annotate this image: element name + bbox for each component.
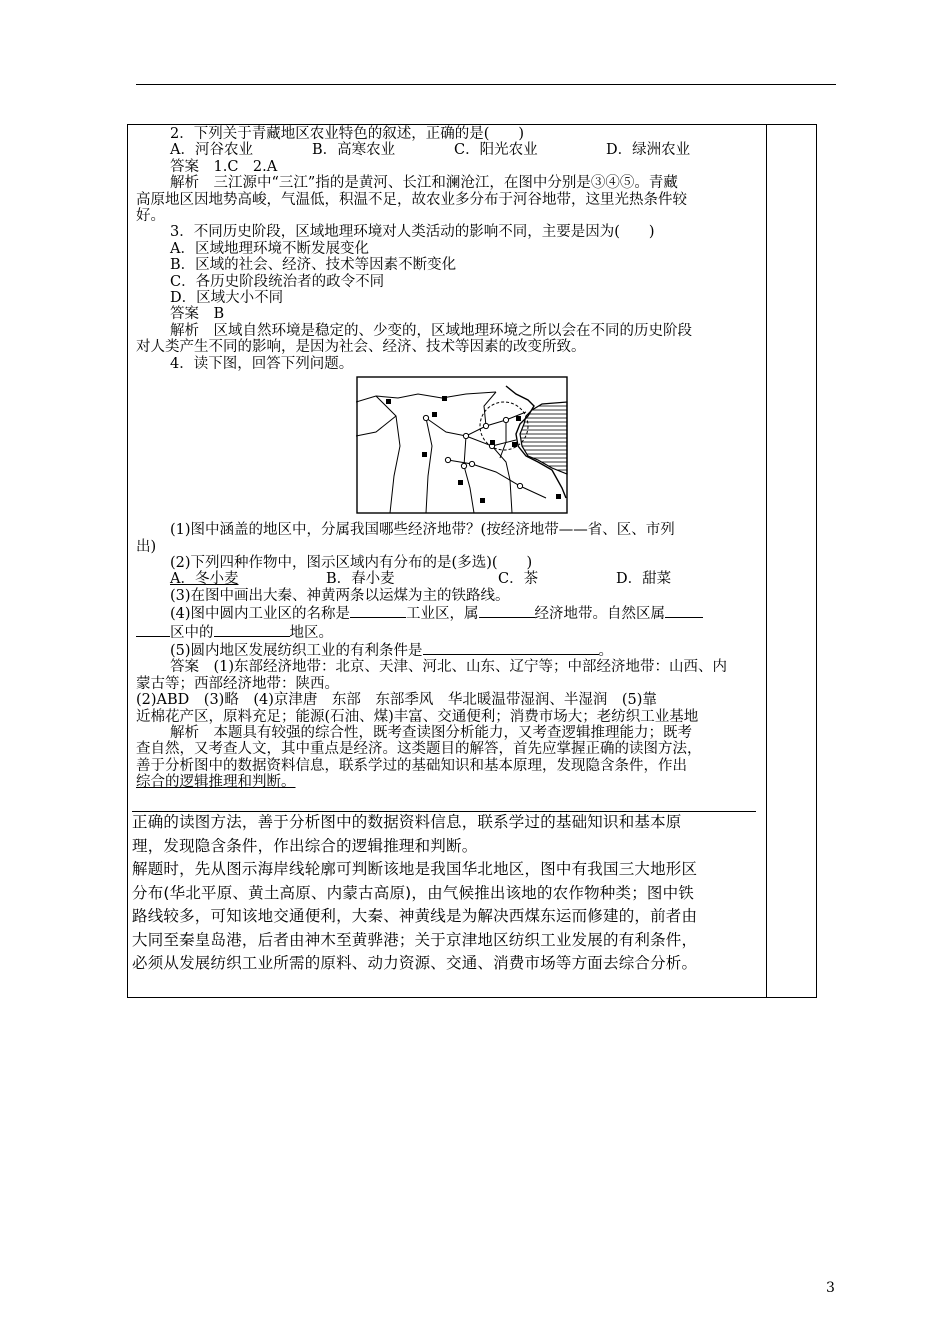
q4-sub5-end: 。: [598, 642, 614, 659]
q2-option-a: A．河谷农业: [170, 142, 253, 159]
q3-option-d: D．区域大小不同: [170, 290, 284, 307]
q4-sub2-option-b: B．春小麦: [326, 571, 395, 588]
q4-sub2-option-d: D．甜菜: [616, 571, 672, 588]
answer-blank[interactable]: [423, 641, 599, 655]
page-number: 3: [826, 1280, 835, 1296]
answer-blank[interactable]: [665, 604, 703, 618]
q4-sub5-text: (5)圆内地区发展纺织工业的有利条件是: [170, 642, 423, 659]
snippet-line: 路线较多，可知该地交通便利，大秦、神黄线是为解决西煤东运而修建的，前者由: [132, 907, 698, 925]
q4-sub1-cont: 出): [136, 538, 157, 555]
q2-answer: 答案 1.C 2.A: [170, 158, 278, 175]
q2-options: [136, 142, 762, 158]
q4-answer-line: 近棉花产区，原料充足；能源(石油、煤)丰富、交通便利；消费市场大；老纺织工业基地: [136, 708, 699, 725]
q3-option-b: B．区域的社会、经济、技术等因素不断变化: [170, 257, 457, 274]
q4-analysis-line: 查自然，又考查人文，其中重点是经济。这类题目的解答，首先应掌握正确的读图方法，: [136, 741, 702, 758]
snippet-line: 必须从发展纺织工业所需的原料、动力资源、交通、消费市场等方面去综合分析。: [132, 954, 698, 972]
q4-sub4-text: (4)图中圆内工业区的名称是: [170, 606, 351, 623]
q3-option-a: A．区域地理环境不断发展变化: [170, 240, 369, 257]
q3-stem: 3．不同历史阶段，区域地理环境对人类活动的影响不同，主要是因为( ): [170, 224, 655, 241]
q4-analysis-line: 善于分析图中的数据资料信息，联系学过的基础知识和基本原理，发现隐含条件，作出: [136, 757, 687, 774]
q4-sub2-option-c: C．茶: [498, 571, 539, 588]
q3-option-c: C．各历史阶段统治者的政令不同: [170, 273, 385, 290]
q4-stem: 4．读下图，回答下列问题。: [170, 355, 354, 372]
exercise-content: [136, 126, 762, 791]
answer-blank[interactable]: [136, 623, 170, 637]
q2-analysis-line: 高原地区因地势高峻，气温低，积温不足，故农业多分布于河谷地带，这里光热条件较: [136, 191, 687, 208]
snippet-line: 分布(华北平原、黄土高原、内蒙古高原)，由气候推出该地的农作物种类；图中铁: [132, 883, 694, 902]
side-column-divider: [766, 124, 767, 998]
q4-analysis-line: 解析 本题具有较强的综合性，既考查读图分析能力，又考查逻辑推理能力；既考: [170, 724, 692, 741]
answer-blank[interactable]: [350, 604, 406, 618]
q2-option-d: D．绿洲农业: [606, 142, 691, 159]
q4-sub2: (2)下列四种作物中，图示区域内有分布的是(多选)( ): [170, 554, 533, 571]
q4-sub4-text: 工业区，属: [406, 606, 479, 623]
q4-sub1: (1)图中涵盖的地区中，分属我国哪些经济地带？(按经济地带——省、区、市列: [170, 522, 675, 539]
q3-answer: 答案 B: [170, 306, 225, 323]
snippet-line: 理，发现隐含条件，作出综合的逻辑推理和判断。: [132, 836, 478, 855]
q4-sub4-text: 地区。: [289, 624, 333, 641]
q4-sub2-option-a: A．冬小麦: [170, 571, 239, 588]
q2-stem: 2．下列关于青藏地区农业特色的叙述，正确的是( ): [170, 126, 525, 142]
header-rule: [136, 84, 836, 85]
q4-sub2-options: [136, 571, 762, 587]
q2-option-b: B．高寒农业: [312, 142, 396, 159]
answer-blank[interactable]: [479, 604, 535, 618]
q4-sub4-cont: [136, 623, 762, 641]
q4-sub4-text: 经济地带。自然区属: [534, 606, 666, 623]
q4-analysis-line: 综合的逻辑推理和判断。: [136, 774, 296, 791]
north-china-map: [356, 376, 568, 514]
q2-option-c: C．阳光农业: [454, 142, 538, 159]
answer-blank[interactable]: [214, 623, 290, 637]
q3-analysis-line: 对人类产生不同的影响，是因为社会、经济、技术等因素的改变所致。: [136, 339, 586, 356]
q4-answer-line: (2)ABD (3)略 (4)京津唐 东部 东部季风 华北暖温带湿润、半湿润 (5)靠: [136, 692, 657, 709]
q4-sub3: (3)在图中画出大秦、神黄两条以运煤为主的铁路线。: [170, 587, 510, 604]
snippet-line: 正确的读图方法，善于分析图中的数据资料信息，联系学过的基础知识和基本原: [132, 813, 682, 831]
map-figure: [136, 376, 762, 516]
q4-sub4-text: 区中的: [170, 624, 214, 641]
snippet-line: 解题时，先从图示海岸线轮廓可判断该地是我国华北地区，图中有我国三大地形区: [132, 860, 698, 878]
q3-analysis-line: 解析 区域自然环境是稳定的、少变的，区域地理环境之所以会在不同的历史阶段: [170, 322, 692, 339]
q4-sub5: [136, 641, 762, 659]
pasted-analysis-snippet: [132, 811, 756, 976]
q4-answer-line: 答案 (1)东部经济地带：北京、天津、河北、山东、辽宁等；中部经济地带：山西、内: [170, 659, 728, 676]
q2-analysis-line: 好。: [136, 208, 165, 225]
q2-analysis-line: 解析 三江源中“三江”指的是黄河、长江和澜沧江，在图中分别是③④⑤。青藏: [170, 175, 678, 192]
q4-answer-line: 蒙古等；西部经济地带：陕西。: [136, 675, 339, 692]
q4-sub4: [136, 604, 762, 622]
snippet-line: 大同至秦皇岛港，后者由神木至黄骅港；关于京津地区纺织工业发展的有利条件，: [132, 930, 698, 949]
